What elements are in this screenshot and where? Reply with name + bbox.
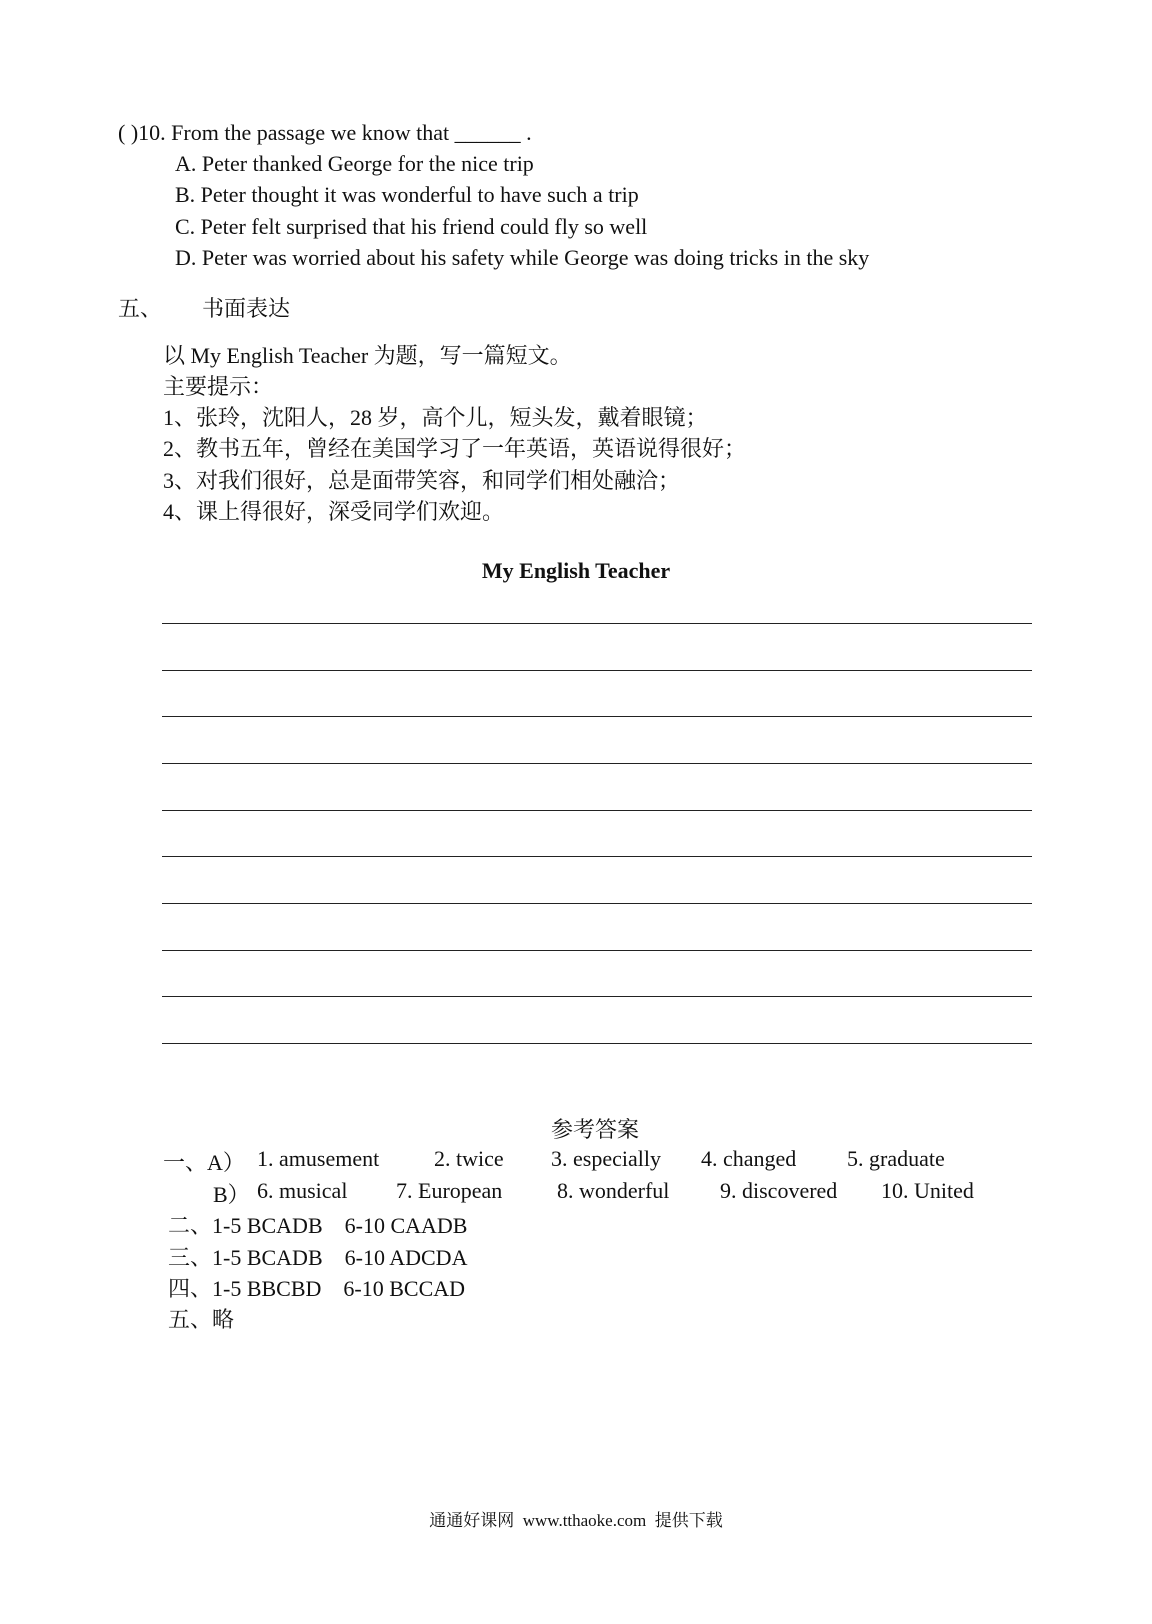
writing-instruction: 以 My English Teacher 为题，写一篇短文。 <box>163 343 572 368</box>
question-10-stem: ( )10. From the passage we know that ______ . <box>118 120 532 145</box>
answer-part3: 三、1-5 BCADB 6-10 ADCDA <box>168 1245 468 1270</box>
option-c: C. Peter felt surprised that his friend could fly so well <box>175 214 648 239</box>
answer-8: 8. wonderful <box>557 1178 670 1203</box>
answer-6: 6. musical <box>257 1178 348 1203</box>
option-d: D. Peter was worried about his safety while George was doing tricks in the sky <box>175 245 870 270</box>
writing-line <box>162 856 1032 857</box>
answer-4: 4. changed <box>701 1146 797 1171</box>
writing-line <box>162 810 1032 811</box>
option-a: A. Peter thanked George for the nice trip <box>175 151 534 176</box>
answer-1: 1. amusement <box>257 1146 380 1171</box>
writing-line <box>162 950 1032 951</box>
answer-5: 5. graduate <box>847 1146 945 1171</box>
answer-part2: 二、1-5 BCADB 6-10 CAADB <box>168 1213 468 1238</box>
answer-part1-prefix: 一、A） <box>163 1150 245 1175</box>
writing-line <box>162 903 1032 904</box>
writing-line <box>162 623 1032 624</box>
section-5-title: 书面表达 <box>202 296 291 321</box>
answer-10: 10. United <box>881 1178 974 1203</box>
answer-9: 9. discovered <box>720 1178 838 1203</box>
answer-part1b-prefix: B） <box>213 1182 250 1207</box>
answer-2: 2. twice <box>434 1146 504 1171</box>
writing-line <box>162 763 1032 764</box>
writing-line <box>162 716 1032 717</box>
hint-4: 4、课上得很好，深受同学们欢迎。 <box>163 499 505 524</box>
writing-line <box>162 1043 1032 1044</box>
hint-label: 主要提示： <box>163 374 274 399</box>
essay-title: My English Teacher <box>481 558 671 583</box>
option-b: B. Peter thought it was wonderful to have such a trip <box>175 182 639 207</box>
answer-7: 7. European <box>396 1178 503 1203</box>
answer-3: 3. especially <box>551 1146 661 1171</box>
writing-line <box>162 996 1032 997</box>
answer-part5: 五、略 <box>168 1307 235 1332</box>
hint-2: 2、教书五年，曾经在美国学习了一年英语，英语说得很好； <box>163 436 747 461</box>
answer-key-title: 参考答案 <box>551 1117 640 1142</box>
section-5-number: 五、 <box>118 296 163 321</box>
page-footer: 通通好课网 www.tthaoke.com 提供下载 <box>429 1511 723 1530</box>
hint-3: 3、对我们很好，总是面带笑容，和同学们相处融洽； <box>163 468 681 493</box>
answer-part4: 四、1-5 BBCBD 6-10 BCCAD <box>168 1276 466 1301</box>
writing-line <box>162 670 1032 671</box>
hint-1: 1、张玲，沈阳人，28 岁，高个儿，短头发，戴着眼镜； <box>163 405 708 430</box>
